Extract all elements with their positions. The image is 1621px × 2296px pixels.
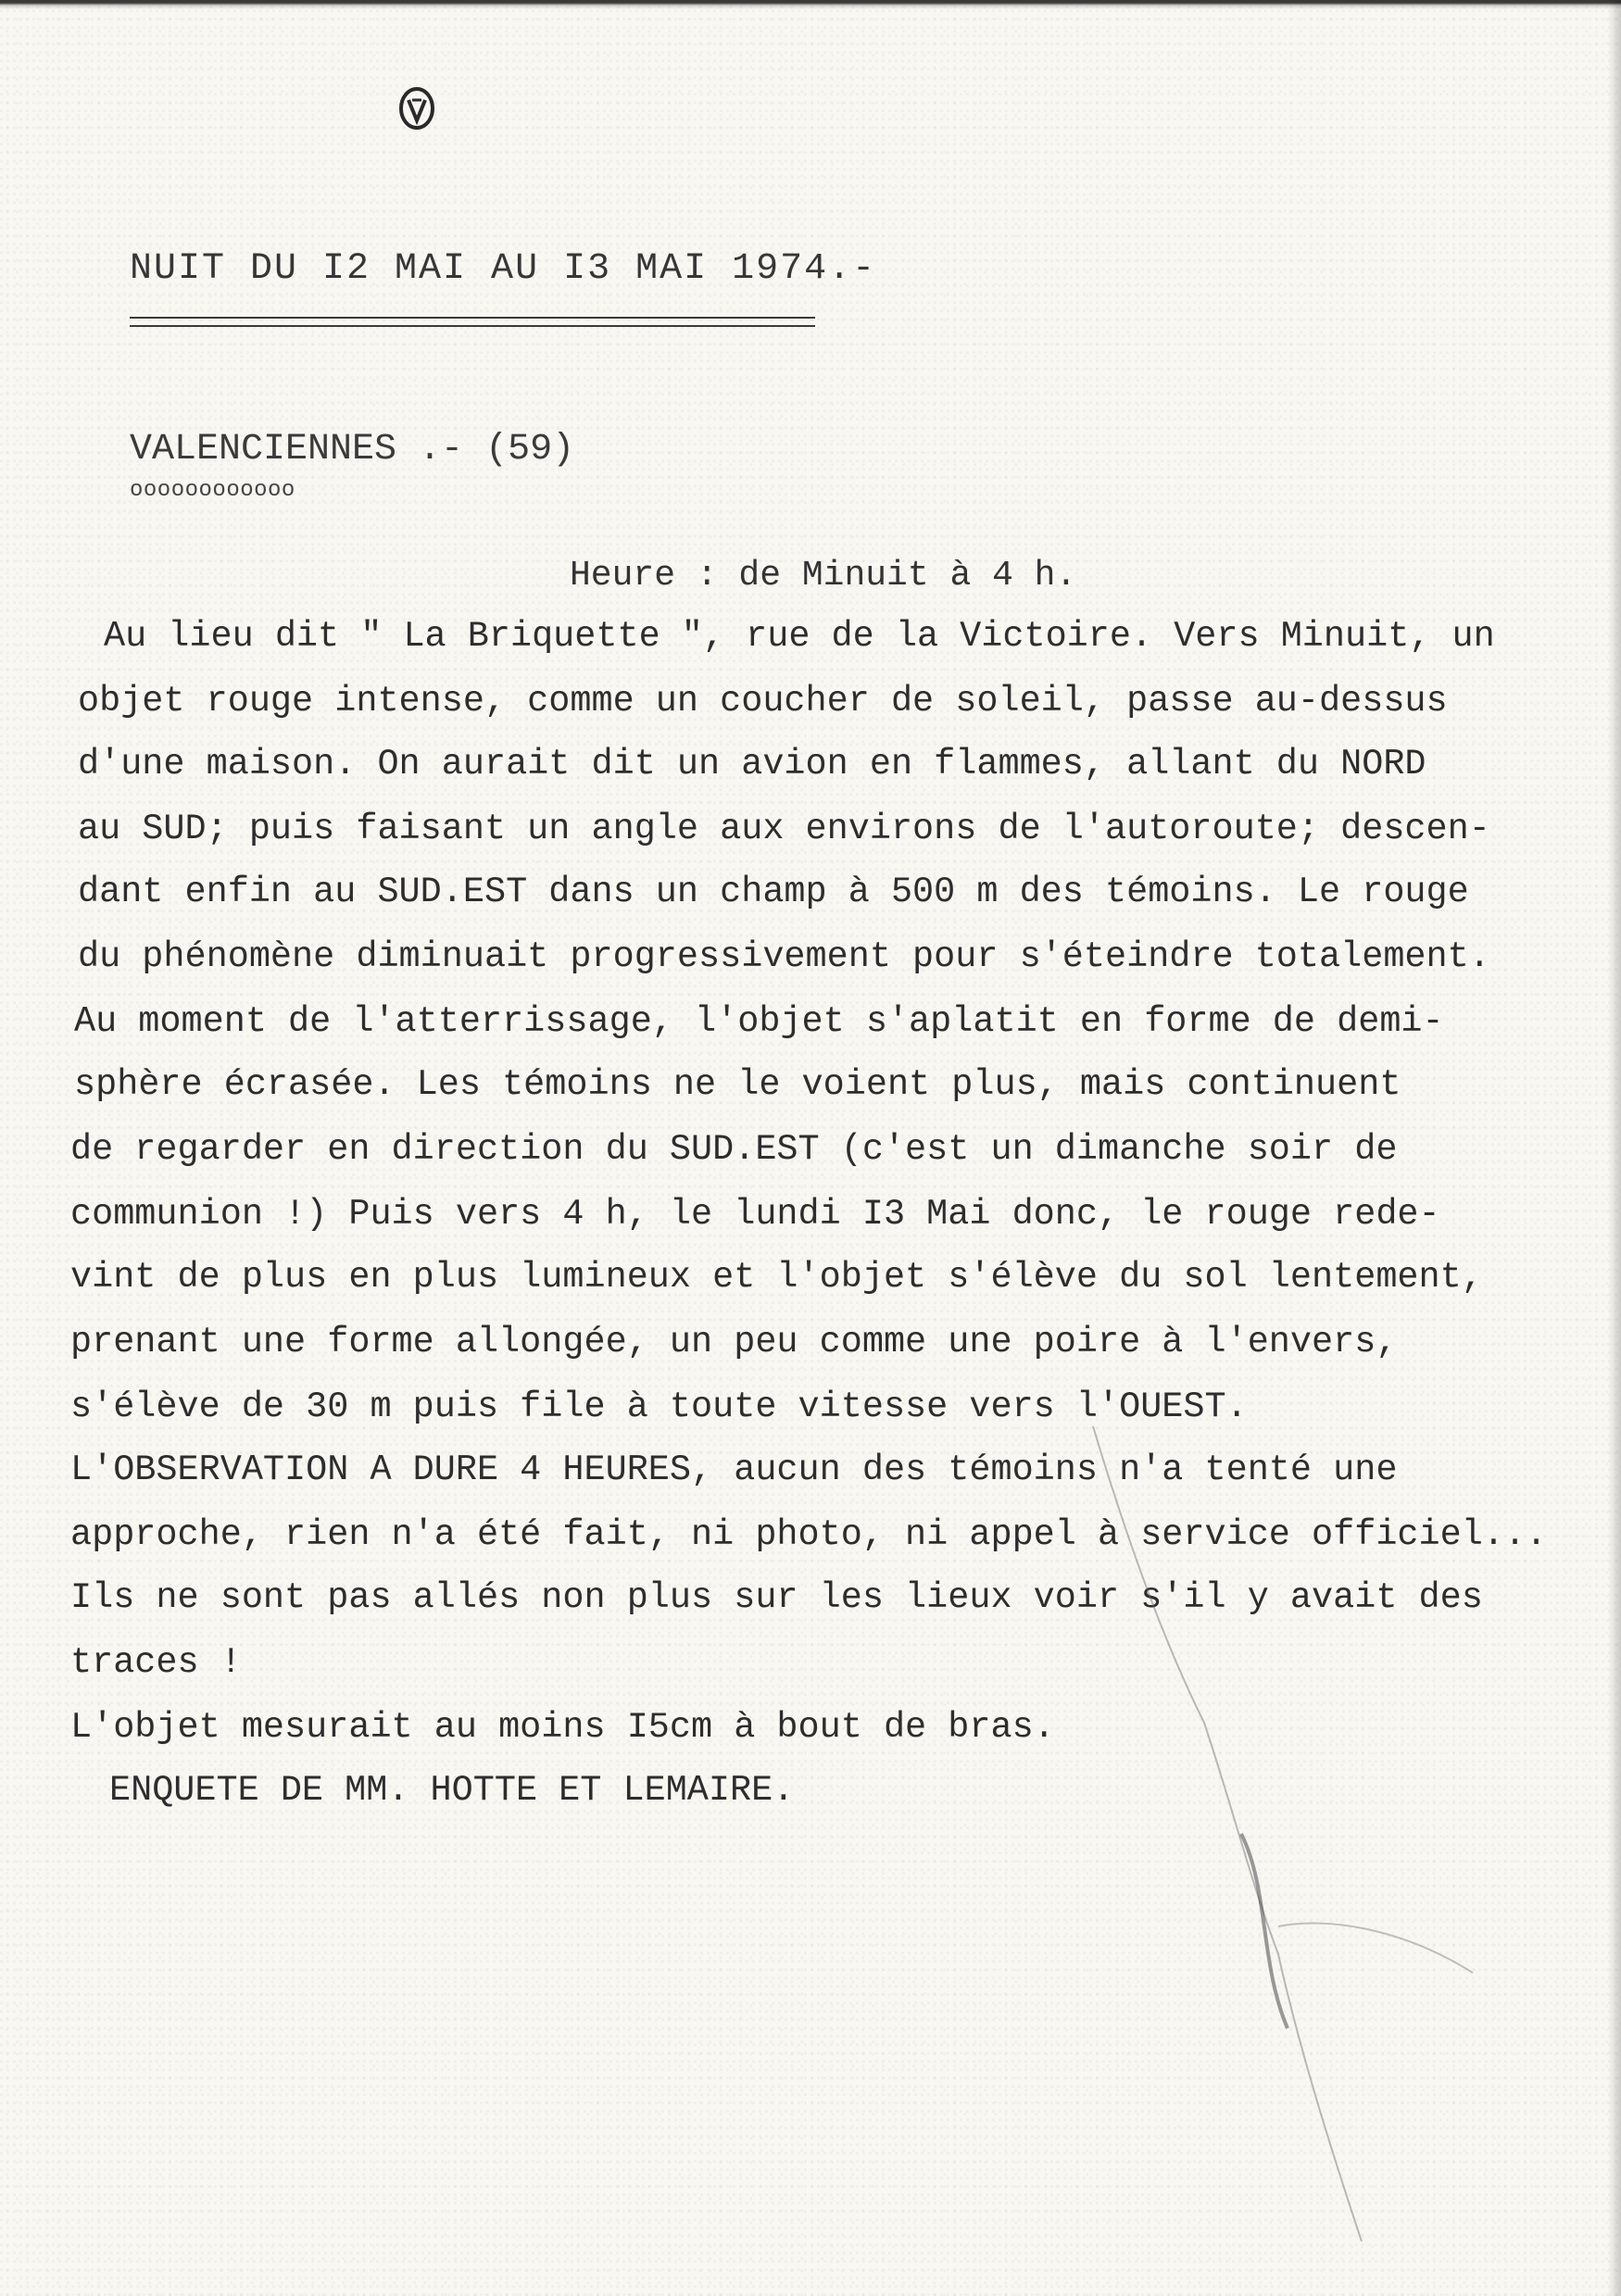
- body-line: de regarder en direction du SUD.EST (c'est un dimanche soir de: [70, 1129, 1398, 1170]
- body-line: approche, rien n'a été fait, ni photo, ni appel à service officiel...: [70, 1514, 1548, 1555]
- document-title: NUIT DU I2 MAI AU I3 MAI 1974.-: [130, 248, 877, 290]
- body-line: vint de plus en plus lumineux et l'objet s'élève du sol lentement,: [70, 1257, 1483, 1298]
- body-line: ENQUETE DE MM. HOTTE ET LEMAIRE.: [109, 1770, 795, 1811]
- body-line: objet rouge intense, comme un coucher de soleil, passe au-dessus: [78, 681, 1448, 721]
- body-line: au SUD; puis faisant un angle aux environs de l'autoroute; descen-: [78, 809, 1490, 849]
- body-line: L'objet mesurait au moins I5cm à bout de bras.: [70, 1707, 1055, 1748]
- body-line: du phénomène diminuait progressivement pour s'éteindre totalement.: [78, 936, 1490, 977]
- body-line: Au lieu dit " La Briquette ", rue de la Victoire. Vers Minuit, un: [104, 616, 1495, 657]
- body-line: L'OBSERVATION A DURE 4 HEURES, aucun des témoins n'a tenté une: [70, 1449, 1398, 1490]
- top-page-edge: [0, 0, 1621, 9]
- body-line: s'élève de 30 m puis file à toute vitesse vers l'OUEST.: [70, 1386, 1248, 1427]
- body-line: communion !) Puis vers 4 h, le lundi I3 Mai donc, le rouge rede-: [70, 1194, 1440, 1235]
- place-underline-circles: oooooooooooo: [130, 478, 295, 503]
- body-line: Au moment de l'atterrissage, l'objet s'aplatit en forme de demi-: [74, 1001, 1444, 1042]
- body-line: Ils ne sont pas allés non plus sur les lieux voir s'il y avait des: [70, 1577, 1483, 1618]
- body-line: d'une maison. On aurait dit un avion en flammes, allant du NORD: [78, 744, 1426, 784]
- body-line: prenant une forme allongée, un peu comme une poire à l'envers,: [70, 1322, 1398, 1362]
- stamp-mark-icon: [396, 85, 437, 132]
- title-underline: [130, 317, 815, 319]
- body-line: sphère écrasée. Les témoins ne le voient plus, mais continuent: [74, 1064, 1401, 1105]
- title-underline-second: [130, 325, 815, 327]
- body-line: traces !: [70, 1642, 242, 1683]
- right-page-edge: [1608, 0, 1621, 2296]
- body-line: dant enfin au SUD.EST dans un champ à 500 m des témoins. Le rouge: [78, 872, 1469, 912]
- hour-line: Heure : de Minuit à 4 h.: [570, 556, 1077, 596]
- place-heading: VALENCIENNES .- (59): [130, 429, 575, 470]
